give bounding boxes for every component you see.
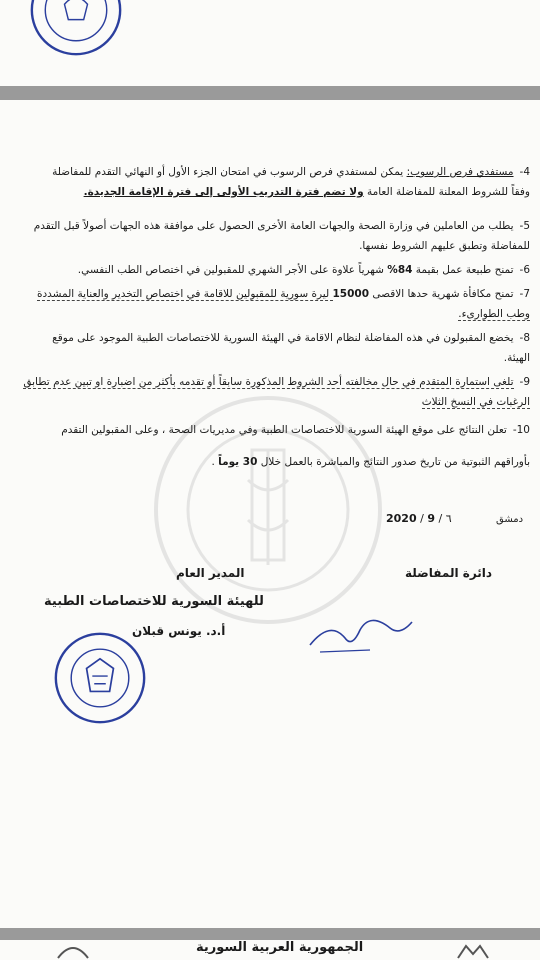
document-date: 2020 / 9 / ٦ [386,512,452,525]
clause-text: يطلب من العاملين في وزارة الصحة والجهات العامة الأخرى الحصول على موافقة هذه الجهات أصولاً قبل التقدم [33,220,514,232]
clause-6 [20,260,530,280]
clause-number: 10- [512,424,530,436]
signatory-name: أ.د. يونس قبلان [132,624,226,638]
board-name: للهيئة السورية للاختصاصات الطبية [44,594,264,609]
document-page [0,100,540,928]
official-stamp [52,630,148,726]
clause-4 [20,162,530,202]
clause-number: 4- [519,166,530,178]
date-year: 2020 [386,512,417,525]
clause-emphasis: 84% [387,264,413,276]
clause-number: 7- [519,288,530,300]
clause-text: بأوراقهم الثبوتية من تاريخ صدور النتائج والمباشرة بالعمل خلال [257,456,530,468]
emblem-icon [56,942,90,960]
eagle-emblem-icon [456,942,490,960]
clause-text: يمكن لمستفدي فرص الرسوب في امتحان الجزء الأول أو النهائي التقدم للمفاضلة [52,166,407,178]
clause-text: يخضع المقبولون في هذه المفاضلة لنظام الاقامة في الهيئة السورية للاختصاصات الطبية الموجود على موقع [52,332,514,344]
clause-text: الهيئة. [503,352,530,364]
clause-emphasis: ولا تضم فترة التدريب الأولى إلى فترة الإقامة الجديدة. [83,186,364,198]
next-page-header: الجمهورية العربية السورية [196,940,364,955]
clause-text: تلغى استمارة المتقدم في حال مخالفته أحد الشروط المذكورة سابقاً أو تقدمه بأكثر من اضبارة او تبين عدم تطابق [23,376,514,388]
clause-5 [20,216,530,256]
next-page-fragment [0,940,540,960]
clause-text: وفقاً للشروط المعلنة للمفاضلة العامة [363,186,530,198]
clause-number: 9- [519,376,530,388]
clause-emphasis: 15000 [332,288,370,300]
clause-9 [20,372,530,412]
clause-text: تعلن النتائج على موقع الهيئة السورية للاختصاصات الطبية وفي مديريات الصحة ، وعلى المقبولين التقدم [61,424,507,436]
clause-text: وطب الطوارىء. [458,308,530,320]
clause-text: للمفاضلة وتطبق عليهم الشروط نفسها. [359,240,530,252]
date-month: 9 [427,512,435,525]
clause-number: 8- [519,332,530,344]
clause-7 [20,284,530,324]
department-title: دائرة المفاضلة [405,566,493,580]
seal-stamp [28,0,124,58]
clause-text: تمنح طبيعة عمل بقيمة [412,264,514,276]
clause-text: تمنح مكافأة شهرية حدها الاقصى [369,288,514,300]
clause-8 [20,328,530,368]
clause-number: 5- [519,220,530,232]
director-title: المدير العام [176,566,245,580]
clause-text: ليرة سورية للمقبولين للاقامة في اختصاص التخدير والعناية المشددة [36,288,333,300]
clause-10 [20,420,530,472]
clause-emphasis: 30 يوماً [218,456,258,468]
clause-text: الرغبات في النسخ الثلاث [421,396,530,408]
clause-number: 6- [519,264,530,276]
handwritten-signature [300,600,420,660]
clause-heading: مستفدي فرص الرسوب: [406,166,514,178]
date-day: ٦ [445,512,452,525]
date-city-label: دمشق [496,514,524,525]
previous-page-fragment [0,0,540,86]
clause-text: شهرياً علاوة على الأجر الشهري للمقبولين في اختصاص الطب النفسي. [77,264,388,276]
clause-text: . [211,456,219,468]
